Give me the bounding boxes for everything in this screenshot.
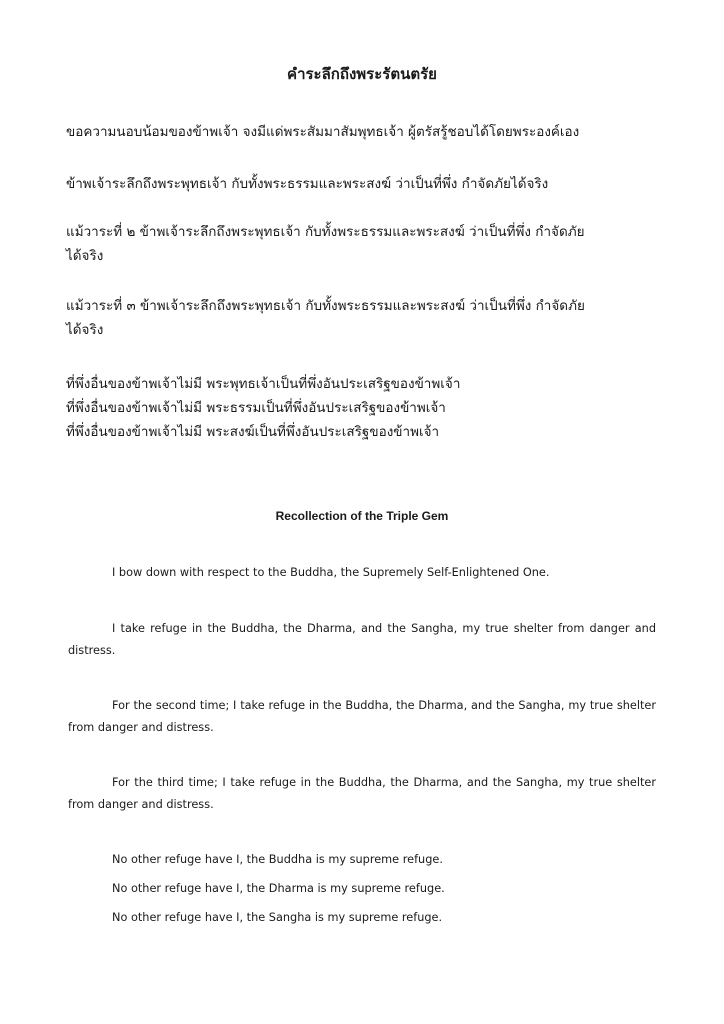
english-paragraph-refuge-first: I take refuge in the Buddha, the Dharma, and the Sangha, my true shelter from danger and distress. — [68, 622, 656, 657]
thai-paragraph-refuge-third-line2: ได้จริง — [66, 322, 104, 338]
thai-paragraph-refuge-first: ข้าพเจ้าระลึกถึงพระพุทธเจ้า กับทั้งพระธรรมและพระสงฆ์ ว่าเป็นที่พึ่ง กำจัดภัยได้จริง — [66, 176, 549, 192]
english-refuge-line-buddha: No other refuge have I, the Buddha is my supreme refuge. — [112, 853, 443, 866]
english-title: Recollection of the Triple Gem — [275, 509, 449, 523]
thai-refuge-line-buddha: ที่พึ่งอื่นของข้าพเจ้าไม่มี พระพุทธเจ้าเป็นที่พึ่งอันประเสริฐของข้าพเจ้า — [66, 376, 461, 392]
thai-paragraph-refuge-second-line2: ได้จริง — [66, 248, 104, 264]
thai-paragraph-refuge-second-line1: แม้วาระที่ ๒ ข้าพเจ้าระลึกถึงพระพุทธเจ้า กับทั้งพระธรรมและพระสงฆ์ ว่าเป็นที่พึ่ง กำจัดภัย — [66, 224, 585, 240]
thai-paragraph-homage: ขอความนอบน้อมของข้าพเจ้า จงมีแด่พระสัมมาสัมพุทธเจ้า ผู้ตรัสรู้ชอบได้โดยพระองค์เอง — [66, 124, 580, 140]
english-refuge-line-sangha: No other refuge have I, the Sangha is my supreme refuge. — [112, 911, 443, 924]
english-paragraph-refuge-third: For the third time; I take refuge in the Buddha, the Dharma, and the Sangha, my true shelter from danger and distress. — [68, 776, 656, 811]
english-paragraph-homage: I bow down with respect to the Buddha, the Supremely Self-Enlightened One. — [112, 566, 550, 579]
thai-paragraph-refuge-third-line1: แม้วาระที่ ๓ ข้าพเจ้าระลึกถึงพระพุทธเจ้า กับทั้งพระธรรมและพระสงฆ์ ว่าเป็นที่พึ่ง กำจัดภัย — [66, 298, 585, 314]
thai-title: คำระลึกถึงพระรัตนตรัย — [287, 65, 437, 83]
thai-refuge-stanza — [66, 372, 666, 444]
english-paragraph-refuge-second: For the second time; I take refuge in the Buddha, the Dharma, and the Sangha, my true shelter from danger and distress. — [68, 699, 656, 734]
english-refuge-line-dharma: No other refuge have I, the Dharma is my supreme refuge. — [112, 882, 445, 895]
thai-paragraph-refuge-third — [66, 294, 666, 342]
thai-refuge-line-dharma: ที่พึ่งอื่นของข้าพเจ้าไม่มี พระธรรมเป็นที่พึ่งอันประเสริฐของข้าพเจ้า — [66, 400, 446, 416]
thai-refuge-line-sangha: ที่พึ่งอื่นของข้าพเจ้าไม่มี พระสงฆ์เป็นที่พึ่งอันประเสริฐของข้าพเจ้า — [66, 424, 440, 440]
thai-paragraph-refuge-second — [66, 220, 666, 268]
